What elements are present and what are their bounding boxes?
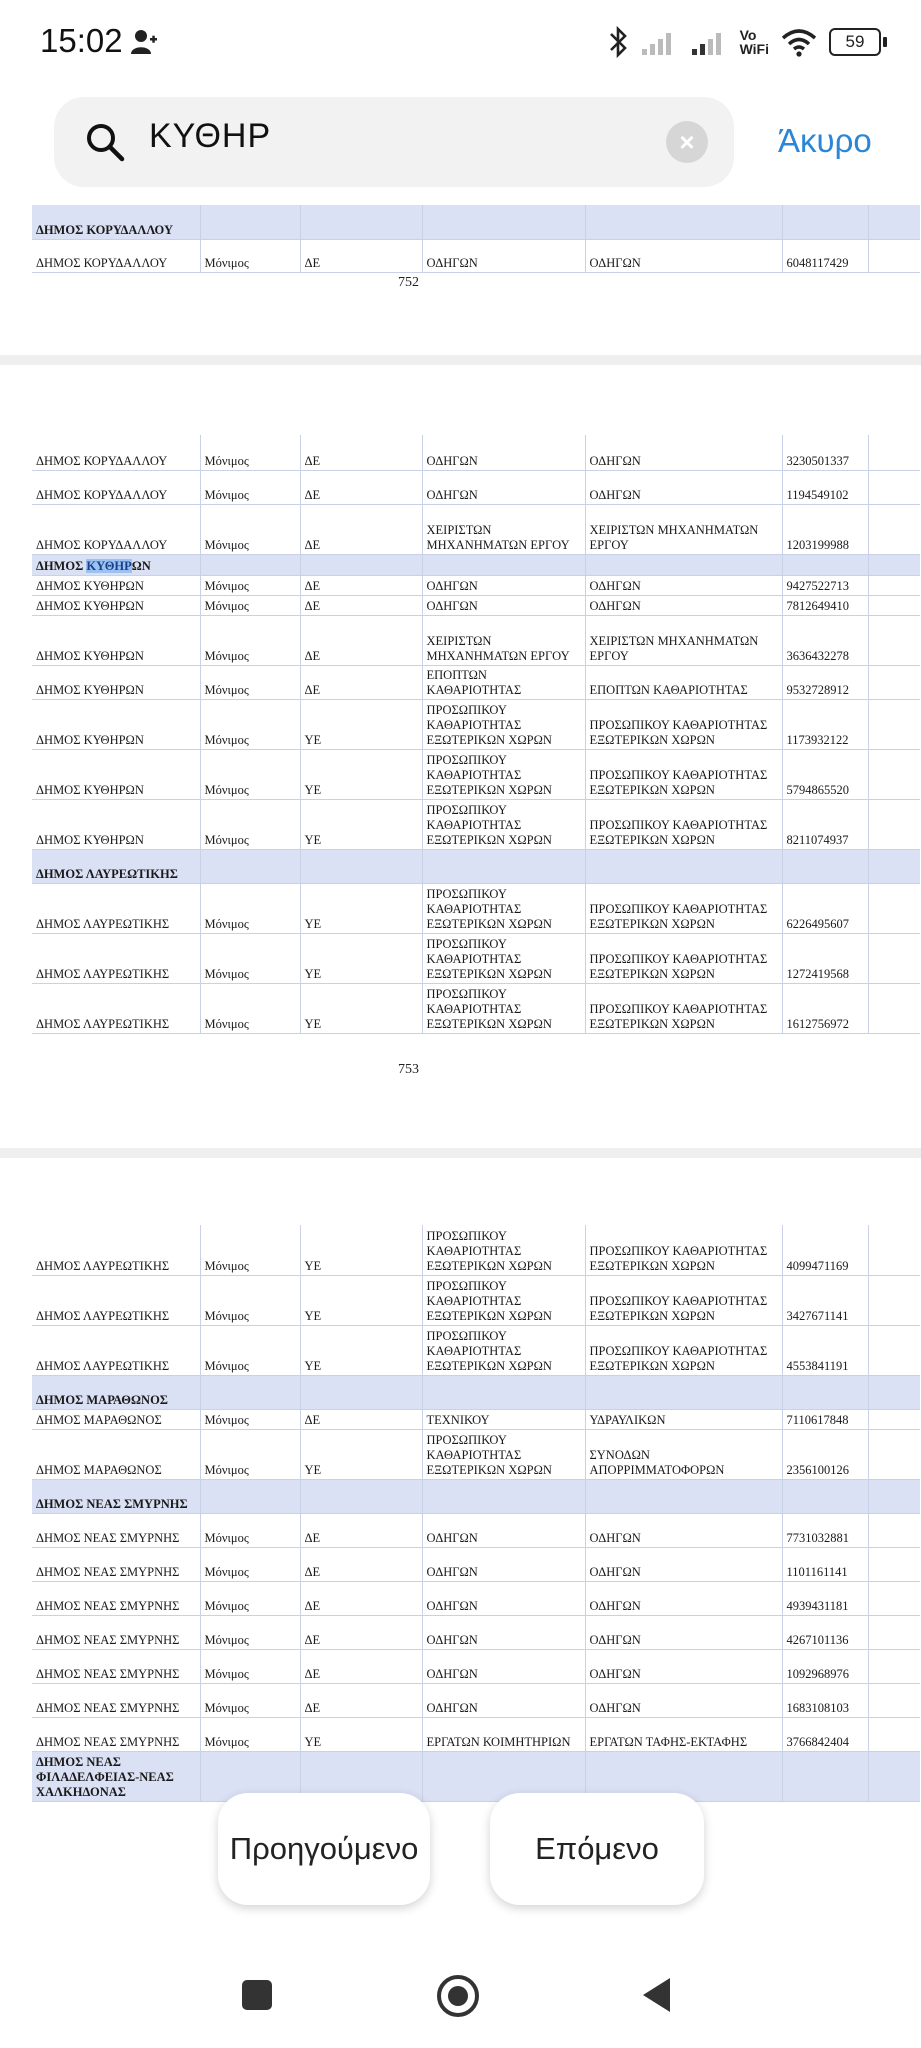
find-in-page-bar[interactable] [54,97,734,187]
municipality-cell: ΔΗΜΟΣ ΛΑΥΡΕΩΤΙΚΗΣ [32,849,200,883]
table-row: ΔΗΜΟΣ ΚΥΘΗΡΩΝ Μόνιμος ΥΕ ΠΡΟΣΩΠΙΚΟΥ ΚΑΘΑΡΙΟΤΗΤΑΣ ΕΞΩΤΕΡΙΚΩΝ ΧΩΡΩΝ ΠΡΟΣΩΠΙΚΟΥ ΚΑΘΑΡΙΟΤΗΤΑΣ ΕΞΩΤΕΡΙΚΩΝ ΧΩΡΩΝ 5794865520 [32,749,920,799]
employee-table-page-754 [32,1225,920,1802]
status-bar [0,0,921,90]
table-row: ΔΗΜΟΣ ΛΑΥΡΕΩΤΙΚΗΣ Μόνιμος ΥΕ ΠΡΟΣΩΠΙΚΟΥ ΚΑΘΑΡΙΟΤΗΤΑΣ ΕΞΩΤΕΡΙΚΩΝ ΧΩΡΩΝ ΠΡΟΣΩΠΙΚΟΥ ΚΑΘΑΡΙΟΤΗΤΑΣ ΕΞΩΤΕΡΙΚΩΝ ΧΩΡΩΝ 4553841191 [32,1325,920,1375]
status-icons [606,22,881,62]
table-row: ΔΗΜΟΣ ΚΟΡΥΔΑΛΛΟΥ Μόνιμος ΔΕ ΟΔΗΓΩΝ ΟΔΗΓΩΝ 6048117429 [32,239,920,272]
user-icon [130,28,158,56]
clear-search-button[interactable] [666,121,708,163]
table-row: ΔΗΜΟΣ ΝΕΑΣ ΣΜΥΡΝΗΣ Μόνιμος ΔΕ ΟΔΗΓΩΝ ΟΔΗΓΩΝ 1092968976 [32,1649,920,1683]
cancel-button[interactable]: Άκυρο [778,122,872,159]
close-icon: × [679,126,695,157]
battery-indicator: 59 [829,28,881,56]
search-icon [84,121,126,163]
home-icon[interactable] [435,1973,481,2019]
municipality-cell: ΔΗΜΟΣ ΚΟΡΥΔΑΛΛΟΥ [32,205,200,239]
table-group-row [32,1375,920,1409]
search-match-highlight: ΚΥΘΗΡ [86,558,132,573]
table-row: ΔΗΜΟΣ ΝΕΑΣ ΣΜΥΡΝΗΣ Μόνιμος ΔΕ ΟΔΗΓΩΝ ΟΔΗΓΩΝ 4939431181 [32,1581,920,1615]
bluetooth-icon [606,25,630,59]
table-row: ΔΗΜΟΣ ΝΕΑΣ ΣΜΥΡΝΗΣ Μόνιμος ΔΕ ΟΔΗΓΩΝ ΟΔΗΓΩΝ 4267101136 [32,1615,920,1649]
page-number: 752 [398,275,419,290]
employee-table-page-753 [32,435,920,1034]
table-group-row [32,205,920,239]
table-row: ΔΗΜΟΣ ΛΑΥΡΕΩΤΙΚΗΣ Μόνιμος ΥΕ ΠΡΟΣΩΠΙΚΟΥ ΚΑΘΑΡΙΟΤΗΤΑΣ ΕΞΩΤΕΡΙΚΩΝ ΧΩΡΩΝ ΠΡΟΣΩΠΙΚΟΥ ΚΑΘΑΡΙΟΤΗΤΑΣ ΕΞΩΤΕΡΙΚΩΝ ΧΩΡΩΝ 3427671141 [32,1275,920,1325]
table-row: ΔΗΜΟΣ ΚΥΘΗΡΩΝ Μόνιμος ΔΕ ΟΔΗΓΩΝ ΟΔΗΓΩΝ 7812649410 [32,595,920,615]
employee-table-page-752 [32,205,920,273]
table-row: ΔΗΜΟΣ ΚΥΘΗΡΩΝ Μόνιμος ΥΕ ΠΡΟΣΩΠΙΚΟΥ ΚΑΘΑΡΙΟΤΗΤΑΣ ΕΞΩΤΕΡΙΚΩΝ ΧΩΡΩΝ ΠΡΟΣΩΠΙΚΟΥ ΚΑΘΑΡΙΟΤΗΤΑΣ ΕΞΩΤΕΡΙΚΩΝ ΧΩΡΩΝ 1173932122 [32,699,920,749]
table-row: ΔΗΜΟΣ ΚΥΘΗΡΩΝ Μόνιμος ΔΕ ΕΠΟΠΤΩΝ ΚΑΘΑΡΙΟΤΗΤΑΣ ΕΠΟΠΤΩΝ ΚΑΘΑΡΙΟΤΗΤΑΣ 9532728912 [32,665,920,699]
table-group-row [32,849,920,883]
table-group-row [32,1751,920,1801]
table-row: ΔΗΜΟΣ ΝΕΑΣ ΣΜΥΡΝΗΣ Μόνιμος ΔΕ ΟΔΗΓΩΝ ΟΔΗΓΩΝ 7731032881 [32,1513,920,1547]
table-group-row [32,554,920,575]
table-row: ΔΗΜΟΣ ΚΥΘΗΡΩΝ Μόνιμος ΔΕ ΧΕΙΡΙΣΤΩΝ ΜΗΧΑΝΗΜΑΤΩΝ ΕΡΓΟΥ ΧΕΙΡΙΣΤΩΝ ΜΗΧΑΝΗΜΑΤΩΝ ΕΡΓΟΥ 3636432278 [32,615,920,665]
signal-icon [640,27,680,57]
page-divider [0,355,921,365]
previous-match-button[interactable]: Προηγούμενο [218,1793,430,1905]
table-row: ΔΗΜΟΣ ΛΑΥΡΕΩΤΙΚΗΣ Μόνιμος ΥΕ ΠΡΟΣΩΠΙΚΟΥ ΚΑΘΑΡΙΟΤΗΤΑΣ ΕΞΩΤΕΡΙΚΩΝ ΧΩΡΩΝ ΠΡΟΣΩΠΙΚΟΥ ΚΑΘΑΡΙΟΤΗΤΑΣ ΕΞΩΤΕΡΙΚΩΝ ΧΩΡΩΝ 4099471169 [32,1225,920,1275]
table-row: ΔΗΜΟΣ ΚΟΡΥΔΑΛΛΟΥ Μόνιμος ΔΕ ΟΔΗΓΩΝ ΟΔΗΓΩΝ 3230501337 [32,435,920,470]
next-match-button[interactable]: Επόμενο [490,1793,704,1905]
clock: 15:02 [40,22,123,59]
municipality-cell: ΔΗΜΟΣ ΝΕΑΣ ΦΙΛΑΔΕΛΦΕΙΑΣ-ΝΕΑΣ ΧΑΛΚΗΔΟΝΑΣ [32,1751,200,1801]
page-number: 753 [398,1062,419,1077]
signal-icon-2 [690,27,730,57]
recent-apps-icon[interactable] [240,1978,274,2012]
vowifi-icon: Vo WiFi [739,27,769,57]
table-row: ΔΗΜΟΣ ΛΑΥΡΕΩΤΙΚΗΣ Μόνιμος ΥΕ ΠΡΟΣΩΠΙΚΟΥ ΚΑΘΑΡΙΟΤΗΤΑΣ ΕΞΩΤΕΡΙΚΩΝ ΧΩΡΩΝ ΠΡΟΣΩΠΙΚΟΥ ΚΑΘΑΡΙΟΤΗΤΑΣ ΕΞΩΤΕΡΙΚΩΝ ΧΩΡΩΝ 1612756972 [32,983,920,1033]
table-row: ΔΗΜΟΣ ΝΕΑΣ ΣΜΥΡΝΗΣ Μόνιμος ΔΕ ΟΔΗΓΩΝ ΟΔΗΓΩΝ 1683108103 [32,1683,920,1717]
municipality-cell: ΔΗΜΟΣ ΝΕΑΣ ΣΜΥΡΝΗΣ [32,1479,200,1513]
search-input[interactable]: ΚΥΘΗΡ [149,117,272,155]
table-row: ΔΗΜΟΣ ΜΑΡΑΘΩΝΟΣ Μόνιμος ΥΕ ΠΡΟΣΩΠΙΚΟΥ ΚΑΘΑΡΙΟΤΗΤΑΣ ΕΞΩΤΕΡΙΚΩΝ ΧΩΡΩΝ ΣΥΝΟΔΩΝ ΑΠΟΡΡΙΜΜΑΤΟΦΟΡΩΝ 2356100126 [32,1429,920,1479]
wifi-icon [779,26,819,58]
table-row: ΔΗΜΟΣ ΝΕΑΣ ΣΜΥΡΝΗΣ Μόνιμος ΔΕ ΟΔΗΓΩΝ ΟΔΗΓΩΝ 1101161141 [32,1547,920,1581]
page-divider [0,1148,921,1158]
table-row: ΔΗΜΟΣ ΜΑΡΑΘΩΝΟΣ Μόνιμος ΔΕ ΤΕΧΝΙΚΟΥ ΥΔΡΑΥΛΙΚΩΝ 7110617848 [32,1409,920,1429]
pdf-document-viewer[interactable] [0,200,921,1820]
municipality-cell: ΔΗΜΟΣ ΜΑΡΑΘΩΝΟΣ [32,1375,200,1409]
table-row: ΔΗΜΟΣ ΝΕΑΣ ΣΜΥΡΝΗΣ Μόνιμος ΥΕ ΕΡΓΑΤΩΝ ΚΟΙΜΗΤΗΡΙΩΝ ΕΡΓΑΤΩΝ ΤΑΦΗΣ-ΕΚΤΑΦΗΣ 3766842404 [32,1717,920,1751]
table-group-row [32,1479,920,1513]
system-navigation-bar [0,1940,921,2048]
table-row: ΔΗΜΟΣ ΛΑΥΡΕΩΤΙΚΗΣ Μόνιμος ΥΕ ΠΡΟΣΩΠΙΚΟΥ ΚΑΘΑΡΙΟΤΗΤΑΣ ΕΞΩΤΕΡΙΚΩΝ ΧΩΡΩΝ ΠΡΟΣΩΠΙΚΟΥ ΚΑΘΑΡΙΟΤΗΤΑΣ ΕΞΩΤΕΡΙΚΩΝ ΧΩΡΩΝ 1272419568 [32,933,920,983]
municipality-cell: ΔΗΜΟΣ ΚΥΘΗΡΩΝ [32,554,200,575]
table-row: ΔΗΜΟΣ ΛΑΥΡΕΩΤΙΚΗΣ Μόνιμος ΥΕ ΠΡΟΣΩΠΙΚΟΥ ΚΑΘΑΡΙΟΤΗΤΑΣ ΕΞΩΤΕΡΙΚΩΝ ΧΩΡΩΝ ΠΡΟΣΩΠΙΚΟΥ ΚΑΘΑΡΙΟΤΗΤΑΣ ΕΞΩΤΕΡΙΚΩΝ ΧΩΡΩΝ 6226495607 [32,883,920,933]
table-row: ΔΗΜΟΣ ΚΥΘΗΡΩΝ Μόνιμος ΔΕ ΟΔΗΓΩΝ ΟΔΗΓΩΝ 9427522713 [32,575,920,595]
table-row: ΔΗΜΟΣ ΚΥΘΗΡΩΝ Μόνιμος ΥΕ ΠΡΟΣΩΠΙΚΟΥ ΚΑΘΑΡΙΟΤΗΤΑΣ ΕΞΩΤΕΡΙΚΩΝ ΧΩΡΩΝ ΠΡΟΣΩΠΙΚΟΥ ΚΑΘΑΡΙΟΤΗΤΑΣ ΕΞΩΤΕΡΙΚΩΝ ΧΩΡΩΝ 8211074937 [32,799,920,849]
table-row: ΔΗΜΟΣ ΚΟΡΥΔΑΛΛΟΥ Μόνιμος ΔΕ ΟΔΗΓΩΝ ΟΔΗΓΩΝ 1194549102 [32,470,920,504]
back-icon[interactable] [640,1976,674,2014]
table-row: ΔΗΜΟΣ ΚΟΡΥΔΑΛΛΟΥ Μόνιμος ΔΕ ΧΕΙΡΙΣΤΩΝ ΜΗΧΑΝΗΜΑΤΩΝ ΕΡΓΟΥ ΧΕΙΡΙΣΤΩΝ ΜΗΧΑΝΗΜΑΤΩΝ ΕΡΓΟΥ 1203199988 [32,504,920,554]
